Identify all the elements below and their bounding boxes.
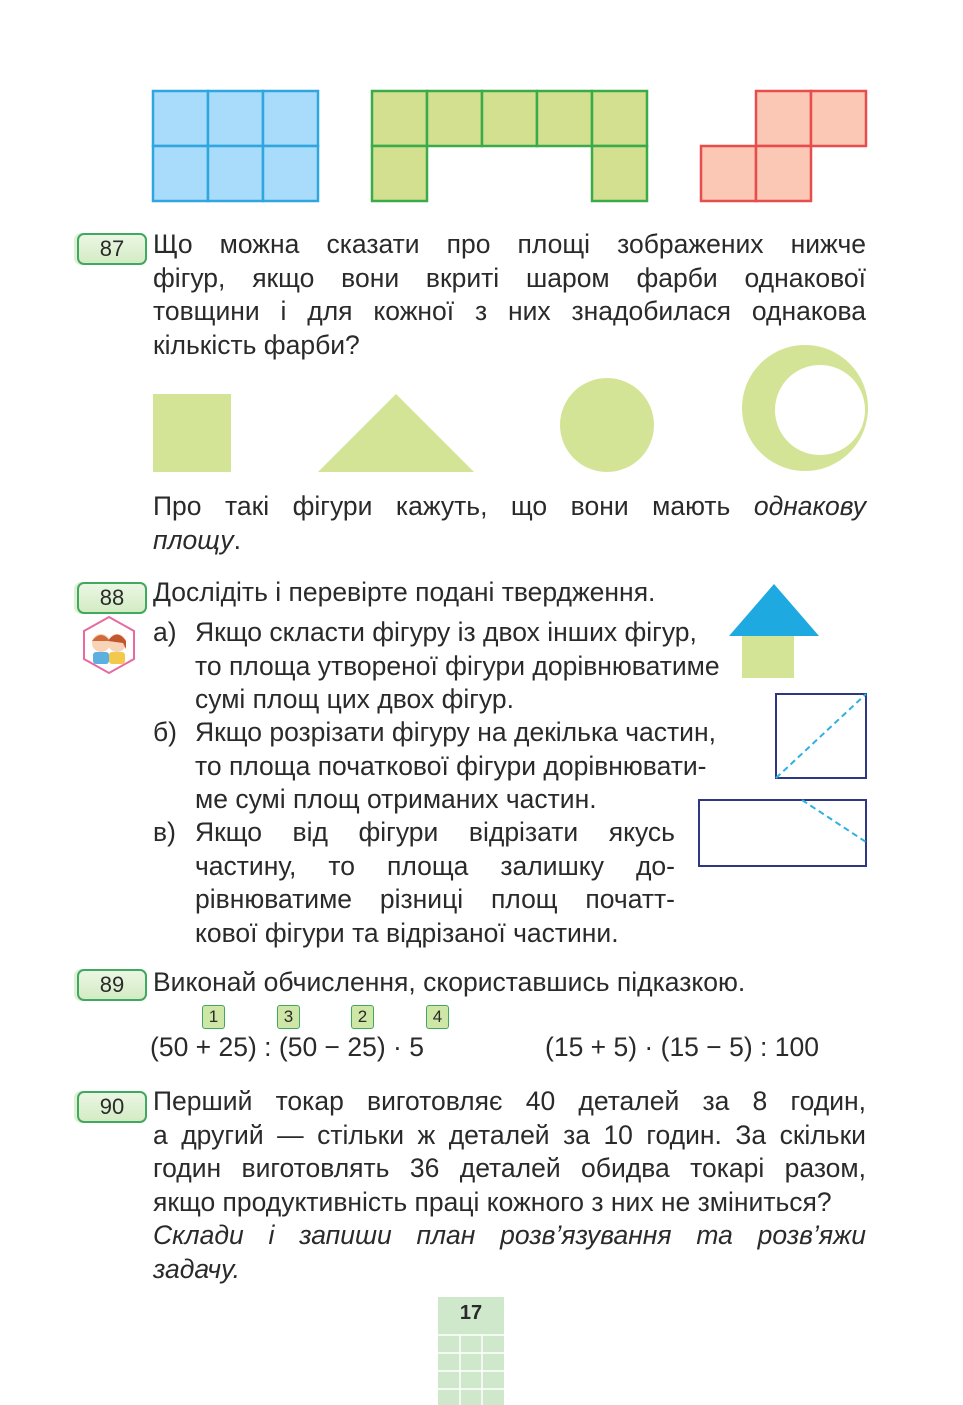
note-italic-term: площу (153, 524, 234, 555)
expression-2: (15 + 5) · (15 − 5) : 100 (545, 1032, 819, 1062)
item-line: Якщо скласти фігуру із двох інших фігур, (195, 617, 697, 647)
item-line: рівнюватиме різниці площ початт- (195, 884, 675, 914)
step-order-marker: 2 (351, 1005, 374, 1029)
item-label: б) (153, 717, 178, 747)
corner-cut-line (802, 800, 866, 842)
green-square-shape (153, 394, 231, 472)
page-number: 17 (459, 1302, 483, 1324)
task-90-instruction: Склади і запиши план розв’язування та розв’яжи (153, 1220, 866, 1250)
task-87-line: товщини і для кожної з них знадобилася однакова (153, 296, 866, 326)
item-line: то площа початкової фігури дорівнювати- (195, 750, 707, 781)
task-number-90: 90 (77, 1091, 147, 1123)
note-text: . (233, 524, 242, 555)
item-line: то площа утвореної фігури дорівнюватиме (195, 650, 720, 681)
red-zigzag-figure (701, 91, 866, 201)
task-number-87: 87 (77, 233, 147, 265)
equal-area-shapes (150, 342, 870, 474)
task-90-text (153, 1085, 866, 1286)
expression-1: (50 + 25) : (50 − 25) · 5 (150, 1032, 424, 1062)
note-italic-term: однакову (753, 491, 866, 521)
task-number-89: 89 (77, 969, 147, 1001)
task-number-88: 88 (77, 582, 147, 614)
item-label: в) (153, 817, 176, 847)
task-90-line: годин виготовлять 36 деталей обидва токарі разом, (153, 1153, 866, 1183)
green-circle-shape (560, 378, 654, 472)
item-line: Якщо розрізати фігуру на декілька частин, (195, 717, 716, 747)
green-arch-figure (372, 91, 647, 201)
task-87-line: Що можна сказати про площі зображених нижче (153, 229, 866, 259)
grid-figures (150, 88, 870, 206)
green-crescent-shape (742, 345, 868, 471)
step-order-marker: 4 (426, 1005, 449, 1029)
task-90-line: а другий — стільки ж деталей за 10 годин. За скільки (153, 1119, 866, 1150)
item-line: частину, то площа залишку до- (195, 850, 675, 881)
item-label: а) (153, 617, 177, 647)
cut-rectangle-shape (699, 800, 866, 866)
step-order-marker: 1 (202, 1005, 225, 1029)
task-87-line: кількість фарби? (153, 329, 360, 360)
green-square-shape (742, 636, 794, 678)
blue-triangle-shape (729, 584, 819, 636)
step-order-marker: 3 (277, 1005, 300, 1029)
task-87-line: фігур, якщо вони вкриті шаром фарби однакової (153, 262, 866, 293)
item-line: кової фігури та відрізаної частини. (195, 917, 619, 948)
item-line: Якщо від фігури відрізати якусь (195, 817, 675, 847)
task-88-illustrations (694, 580, 874, 872)
task-87-note (153, 490, 866, 557)
blue-rectangle-figure (153, 91, 318, 201)
note-text: Про такі фігури кажуть, що вони мають (153, 491, 754, 521)
task-90-line: якщо продуктивність праці кожного з них не зміниться? (153, 1186, 832, 1217)
children-icon (81, 615, 137, 675)
item-line: ме сумі площ отриманих частин. (195, 784, 597, 814)
task-88-intro: Дослідіть і перевірте подані твердження. (153, 577, 656, 607)
diagonal-cut-line (776, 694, 866, 778)
task-90-instruction: задачу. (153, 1253, 240, 1284)
green-triangle-shape (318, 394, 474, 472)
task-90-line: Перший токар виготовляє 40 деталей за 8 годин, (153, 1086, 866, 1116)
task-89-intro: Виконай обчислення, скориставшись підказкою. (153, 967, 746, 997)
item-line: сумі площ цих двох фігур. (195, 684, 514, 714)
